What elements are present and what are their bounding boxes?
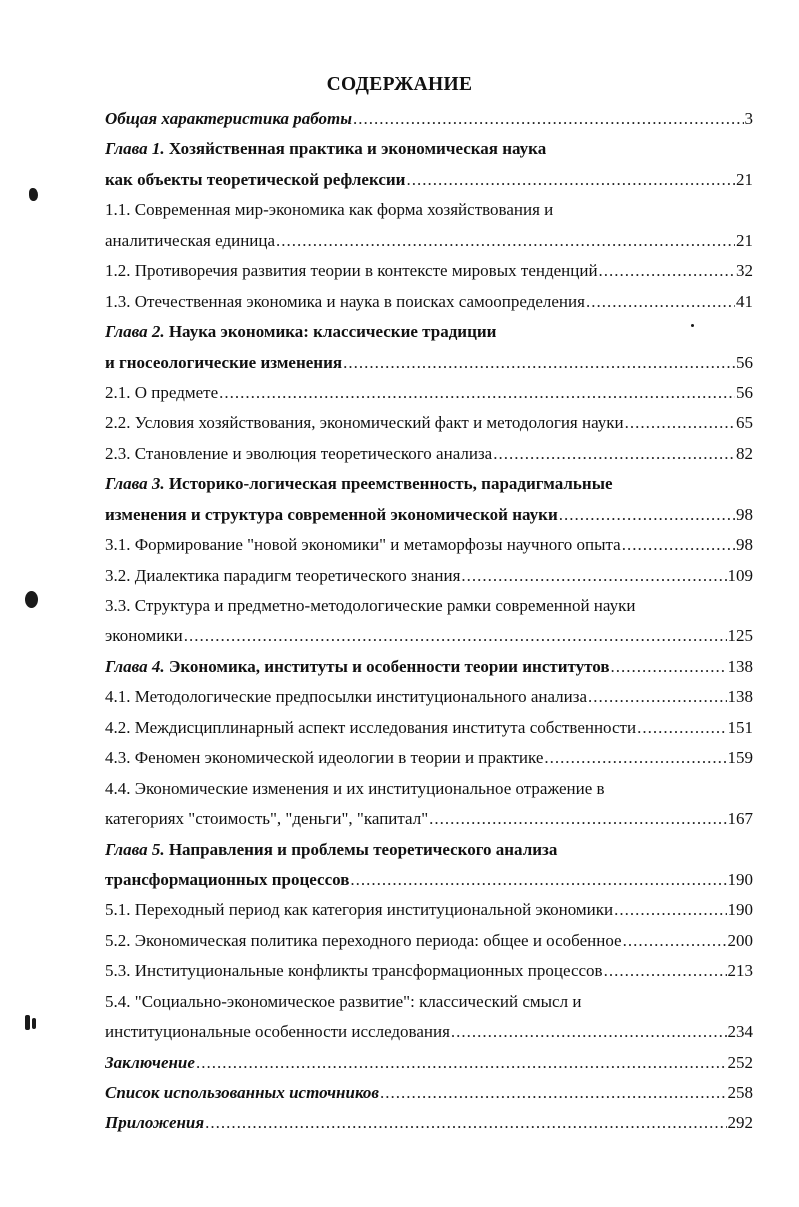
toc-section-4-4-cont[interactable] [105, 804, 753, 834]
chapter-label: Глава 3. [105, 474, 165, 494]
toc-page-number: 32 [736, 261, 753, 281]
chapter-title: Историко-логическая преемственность, парадигмальные [168, 474, 613, 494]
leader-dots [276, 226, 735, 256]
toc-page-number: 138 [727, 656, 753, 676]
page-title: СОДЕРЖАНИЕ [326, 74, 473, 95]
section-title: 4.4. Экономические изменения и их институциональное отражение в [105, 778, 605, 798]
leader-dots [461, 561, 726, 591]
toc-page-number: 3 [744, 109, 753, 128]
toc-page-number: 65 [736, 413, 753, 433]
section-title-cont: институциональные особенности исследования [105, 1022, 450, 1042]
toc-section-1-2[interactable] [105, 256, 753, 286]
section-title: 5.3. Институциональные конфликты трансформационных процессов [105, 961, 603, 981]
chapter-label: Глава 1. [105, 139, 165, 159]
toc-section-5-3[interactable] [105, 956, 753, 986]
toc-chapter-1-heading[interactable] [105, 134, 753, 164]
toc-page-number: 167 [727, 809, 753, 829]
section-title: 2.1. О предмете [105, 382, 219, 402]
chapter-heading-text [105, 317, 496, 347]
toc-page-number: 21 [736, 230, 753, 250]
table-of-contents [105, 104, 753, 1139]
toc-entry-title: Заключение [105, 1052, 195, 1072]
leader-dots [219, 378, 735, 408]
scan-speck [691, 324, 694, 327]
section-title: 3.2. Диалектика парадигм теоретического знания [105, 565, 461, 585]
toc-page-number: 292 [727, 1113, 753, 1133]
chapter-title: Экономика, институты и особенности теории институтов [168, 656, 610, 676]
chapter-title-cont: изменения и структура современной экономической науки [105, 504, 558, 524]
leader-dots [599, 256, 735, 286]
chapter-title-cont: как объекты теоретической рефлексии [105, 169, 406, 189]
section-title: 4.3. Феномен экономической идеологии в теории и практике [105, 748, 544, 768]
toc-page-number: 41 [736, 291, 753, 311]
chapter-title-cont: и гносеологические изменения [105, 352, 343, 372]
scan-speck [25, 1015, 30, 1030]
chapter-heading-text [105, 652, 610, 682]
toc-page-number: 200 [727, 930, 753, 950]
toc-section-2-1[interactable] [105, 378, 753, 408]
toc-section-3-3-cont[interactable] [105, 621, 753, 651]
section-title: 1.1. Современная мир-экономика как форма хозяйствования и [105, 200, 554, 220]
toc-section-3-3[interactable] [105, 591, 753, 621]
toc-chapter-3-heading-cont[interactable] [105, 500, 753, 530]
section-title: 5.2. Экономическая политика переходного периода: общее и особенное [105, 930, 622, 950]
section-title-cont: категориях "стоимость", "деньги", "капитал" [105, 809, 429, 829]
leader-dots [622, 530, 735, 560]
section-title: 5.4. "Социально-экономическое развитие": классический смысл и [105, 991, 582, 1011]
toc-chapter-2-heading[interactable] [105, 317, 753, 347]
chapter-title-cont: трансформационных процессов [105, 869, 350, 889]
chapter-title: Наука экономика: классические традиции [168, 322, 497, 342]
section-title: 3.3. Структура и предметно-методологические рамки современной науки [105, 596, 636, 615]
toc-entry-conclusion[interactable] [105, 1048, 753, 1078]
leader-dots [637, 713, 726, 743]
toc-page-number: 109 [727, 565, 753, 585]
leader-dots [588, 682, 726, 712]
toc-section-1-1-cont[interactable] [105, 226, 753, 256]
toc-section-2-2[interactable] [105, 408, 753, 438]
toc-entry-title: Общая характеристика работы [105, 109, 353, 128]
toc-page-number: 213 [727, 961, 753, 981]
toc-section-1-1[interactable] [105, 195, 753, 225]
toc-section-4-1[interactable] [105, 682, 753, 712]
section-title: 2.2. Условия хозяйствования, экономический факт и методология науки [105, 413, 624, 433]
toc-page-number: 82 [736, 443, 753, 463]
toc-page-number: 151 [727, 717, 753, 737]
toc-page-number: 98 [736, 504, 753, 524]
toc-page-number: 125 [727, 626, 753, 646]
toc-page-number: 159 [727, 748, 753, 768]
leader-dots [353, 104, 743, 134]
toc-page-number: 138 [727, 687, 753, 707]
leader-dots [451, 1017, 727, 1047]
chapter-label: Глава 4. [105, 656, 165, 676]
section-title: 5.1. Переходный период как категория институциональной экономики [105, 900, 614, 920]
toc-section-5-4-cont[interactable] [105, 1017, 753, 1047]
chapter-heading-text [105, 469, 613, 499]
section-title: 4.2. Междисциплинарный аспект исследования института собственности [105, 717, 637, 737]
toc-section-2-3[interactable] [105, 439, 753, 469]
leader-dots [205, 1108, 726, 1138]
leader-dots [350, 865, 726, 895]
leader-dots [623, 926, 727, 956]
scan-speck [25, 591, 38, 608]
leader-dots [604, 956, 727, 986]
toc-chapter-4-heading[interactable] [105, 652, 753, 682]
toc-entry-intro[interactable] [105, 104, 753, 134]
toc-chapter-2-heading-cont[interactable] [105, 348, 753, 378]
section-title: 4.1. Методологические предпосылки институционального анализа [105, 687, 588, 707]
toc-section-3-1[interactable] [105, 530, 753, 560]
leader-dots [559, 500, 735, 530]
leader-dots [586, 287, 735, 317]
leader-dots [544, 743, 726, 773]
chapter-heading-text [105, 134, 546, 164]
section-title: 1.3. Отечественная экономика и наука в поисках самоопределения [105, 291, 585, 311]
scan-speck [29, 188, 38, 201]
scan-speck [32, 1018, 36, 1029]
leader-dots [429, 804, 726, 834]
toc-section-5-4[interactable] [105, 987, 753, 1017]
toc-chapter-3-heading[interactable] [105, 469, 753, 499]
leader-dots [184, 621, 727, 651]
toc-page-number: 56 [736, 382, 753, 402]
leader-dots [380, 1078, 726, 1108]
chapter-heading-text [105, 835, 557, 865]
chapter-label: Глава 5. [105, 839, 165, 859]
toc-page-number: 190 [727, 869, 753, 889]
chapter-title: Направления и проблемы теоретического анализа [168, 839, 558, 859]
leader-dots [493, 439, 735, 469]
toc-page-number: 190 [727, 900, 753, 920]
section-title-cont: аналитическая единица [105, 230, 276, 250]
toc-page-number: 234 [727, 1022, 753, 1042]
leader-dots [611, 652, 727, 682]
section-title: 3.1. Формирование "новой экономики" и метаморфозы научного опыта [105, 535, 621, 555]
toc-entry-sources[interactable] [105, 1078, 753, 1108]
toc-section-4-2[interactable] [105, 713, 753, 743]
leader-dots [406, 165, 735, 195]
chapter-title: Хозяйственная практика и экономическая наука [168, 139, 547, 159]
section-title: 2.3. Становление и эволюция теоретического анализа [105, 443, 493, 463]
toc-page-number: 98 [736, 535, 753, 555]
toc-entry-title: Приложения [105, 1113, 205, 1133]
toc-page-number: 258 [727, 1083, 753, 1102]
toc-chapter-1-heading-cont[interactable] [105, 165, 753, 195]
toc-chapter-5-heading[interactable] [105, 835, 753, 865]
toc-page-number: 252 [727, 1052, 753, 1072]
leader-dots [614, 895, 726, 925]
leader-dots [625, 408, 735, 438]
toc-section-4-3[interactable] [105, 743, 753, 773]
chapter-label: Глава 2. [105, 322, 165, 342]
toc-section-1-3[interactable] [105, 287, 753, 317]
toc-entry-appendix[interactable] [105, 1108, 753, 1138]
toc-chapter-5-heading-cont[interactable] [105, 865, 753, 895]
section-title-cont: экономики [105, 626, 183, 646]
leader-dots [343, 348, 735, 378]
toc-section-5-1[interactable] [105, 895, 753, 925]
toc-page-number: 21 [736, 169, 753, 189]
toc-entry-title: Список использованных источников [105, 1083, 380, 1102]
toc-section-3-2[interactable] [105, 561, 753, 591]
toc-page-number: 56 [736, 352, 753, 372]
toc-section-5-2[interactable] [105, 926, 753, 956]
section-title: 1.2. Противоречия развития теории в контексте мировых тенденций [105, 261, 598, 281]
toc-section-4-4[interactable] [105, 774, 753, 804]
leader-dots [196, 1048, 727, 1078]
